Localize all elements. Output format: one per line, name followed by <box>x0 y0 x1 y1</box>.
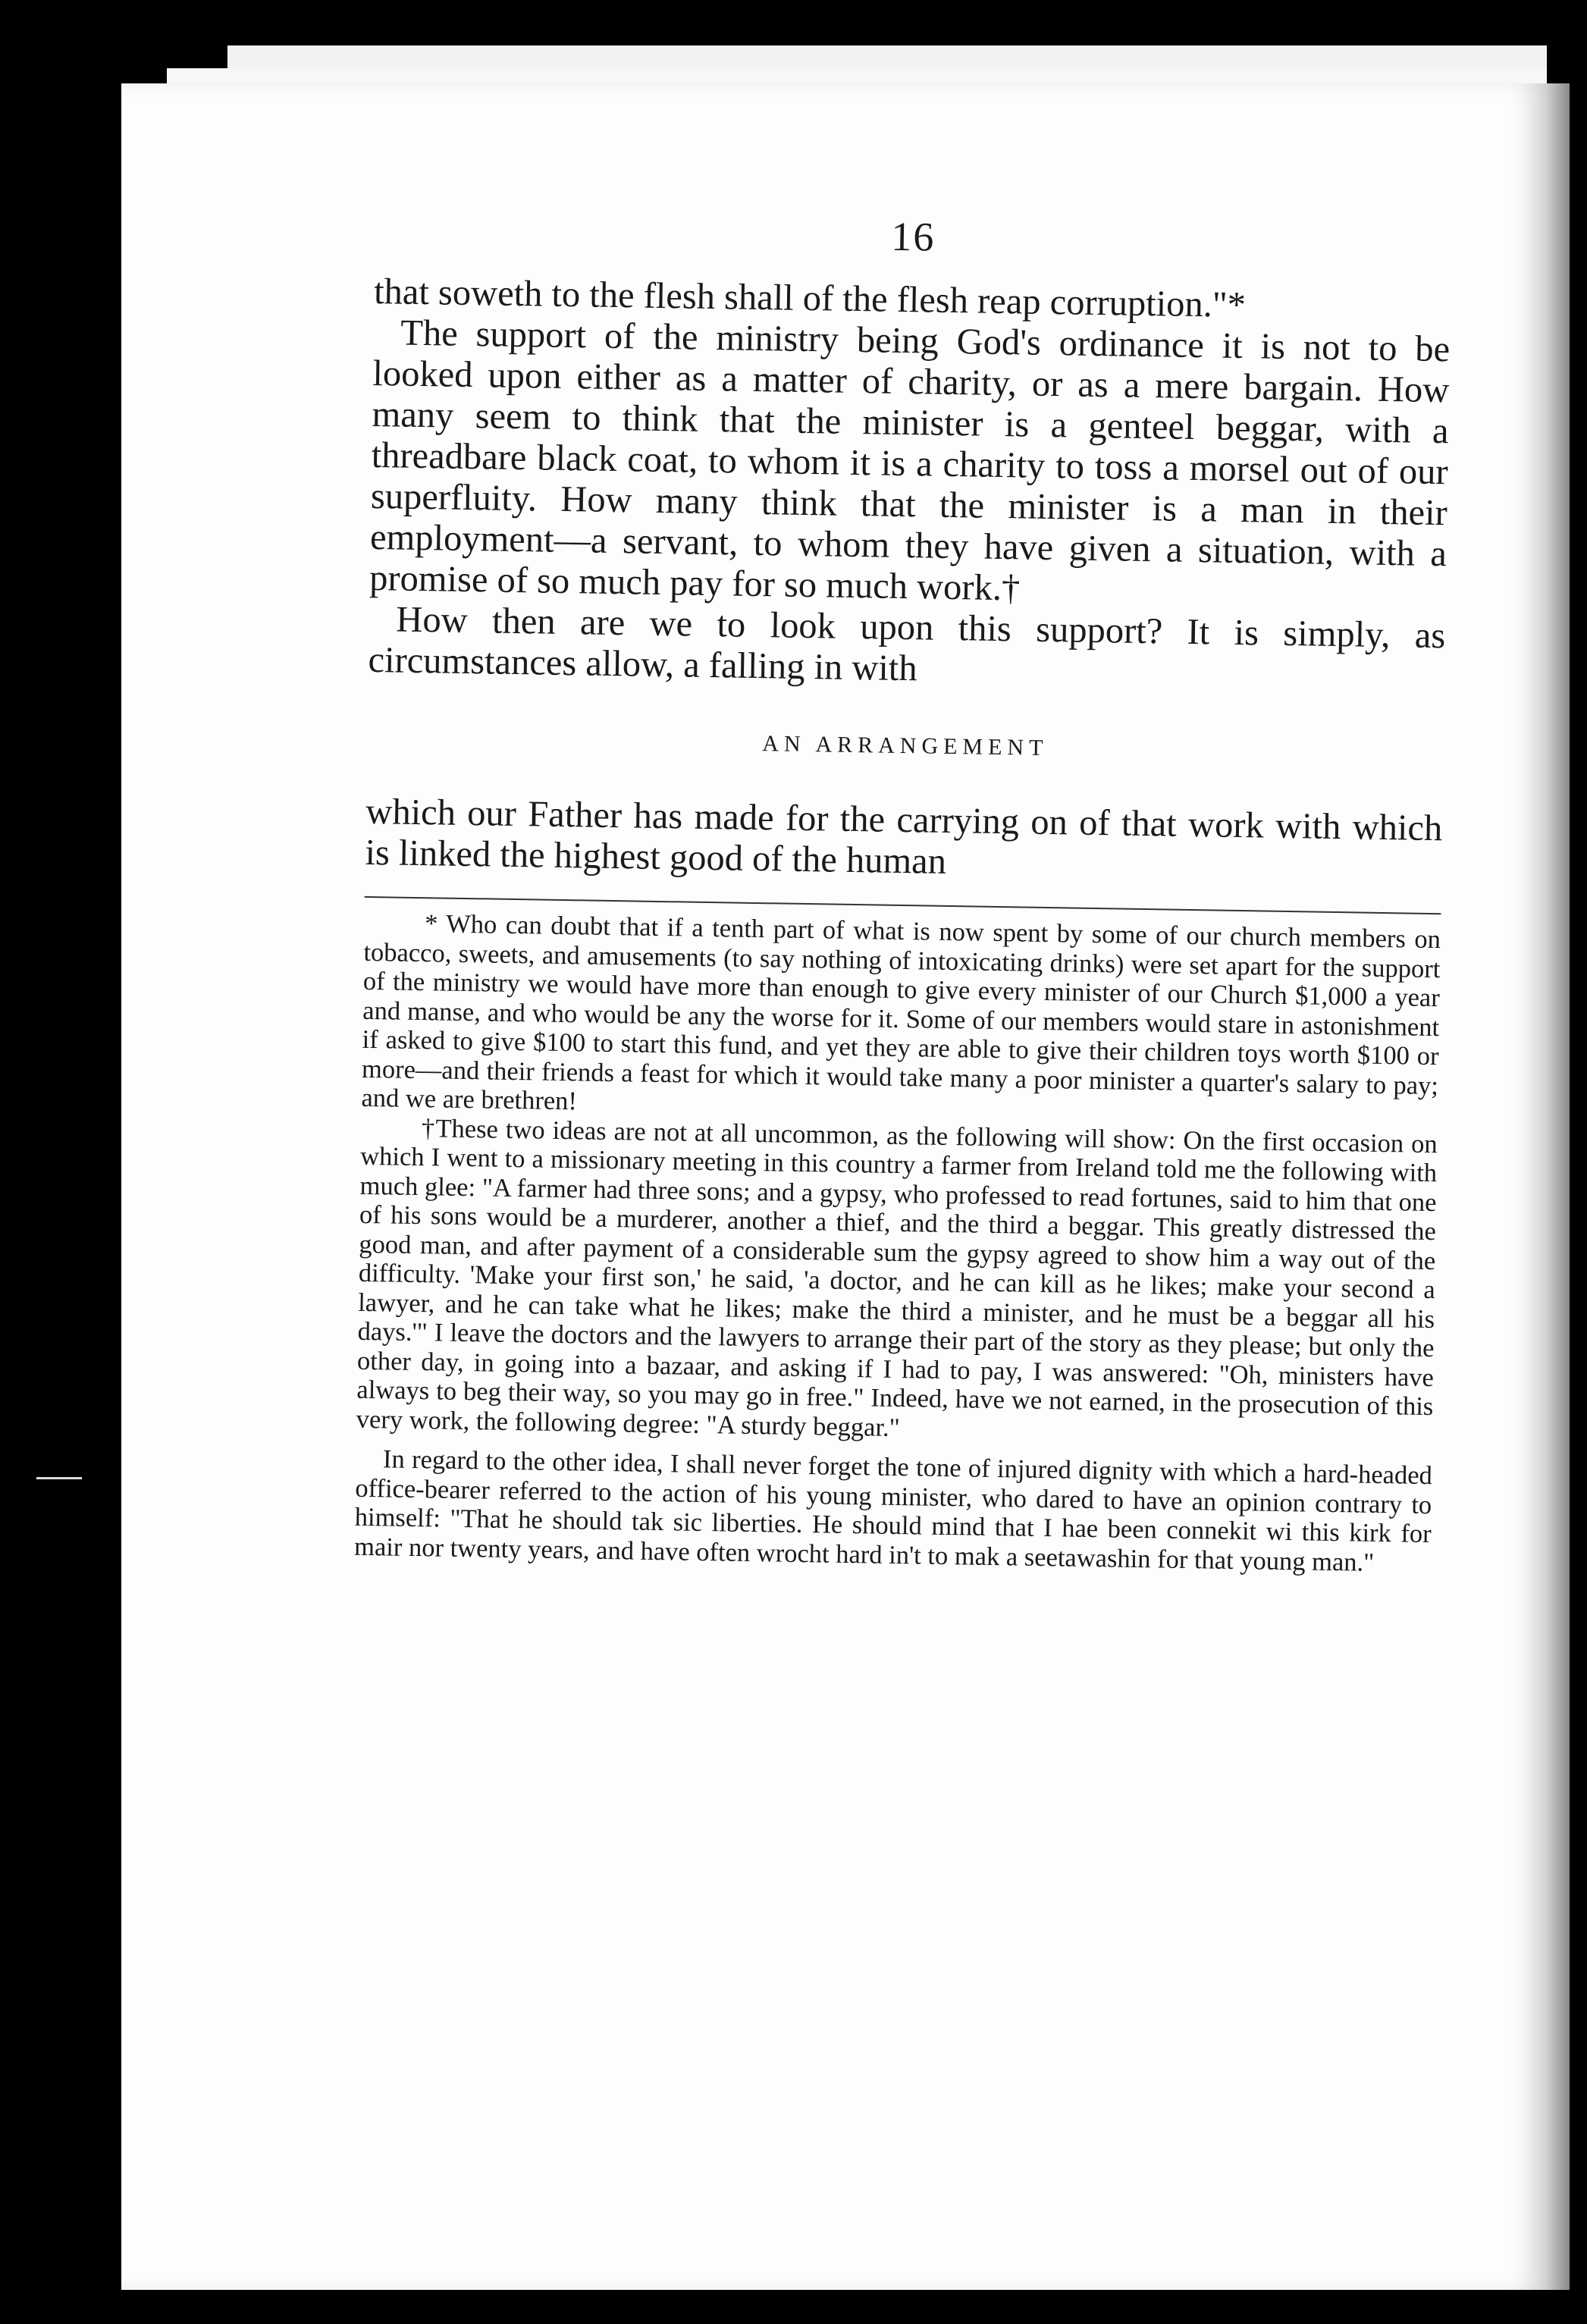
footnote-dagger: †These two ideas are not at all uncommon, as the following will show: On the first occasion on which I went to a missionary meeting in this country a farmer from Ireland told me the following with much glee: "A farmer had three sons; and a gypsy, who professed to read fortunes, said to him that one of his sons would be a murderer, another a thief, and the third a beggar. This greatly distressed the good man, and after payment of a considerable sum the gypsy agreed to show him a way out of the difficulty. 'Make your first son,' he said, 'a doctor, and he can kill as he likes; make your second a lawyer, and he can take what he likes; make the third a minister, and he must be a beggar all his days.'" I leave the doctors and the lawyers to arrange their part of the story as they please; but only the other day, in going into a bazaar, and asking if I had to pay, I was answered: "Oh, ministers have always to beg their way, so you may go in free." Indeed, have we not earned, in the prosecution of this very work, the following degree: "A sturdy beggar." <box>356 1113 1438 1442</box>
page-number: 16 <box>890 213 936 260</box>
page-content <box>354 205 1452 1578</box>
body-paragraph-3: How then are we to look upon this support? It is simply, as circumstances allow, a falling in with <box>368 599 1446 689</box>
margin-mark <box>36 1477 82 1479</box>
section-heading: AN ARRANGEMENT <box>762 731 1049 761</box>
page-edge-shadow <box>1547 83 1570 2290</box>
body-paragraph-1: that soweth to the flesh shall of the flesh reap corruption."* <box>373 271 1247 326</box>
body-paragraph-2: The support of the ministry being God's ordinance it is not to be looked upon either as a matter of charity, or as a mere bargain. How many seem to think that the minister is a genteel beggar, with a threadbare black coat, to whom it is a charity to toss a morsel out of our superfluity. How many think that the minister is a man in their employment—a servant, to whom they have given a situation, with a promise of so much pay for so much work.† <box>369 312 1451 609</box>
footnote-continuation: In regard to the other idea, I shall never forget the tone of injured dignity with which a hard-headed office-bearer referred to the action of his young minister, who dared to have an opinion contrary to himself: "That he should tak sic liberties. He should mind that I hae been connekit wi this kirk for mair nor twenty years, and have often wrocht hard in't to mak a seetawashin for that young man." <box>353 1444 1433 1577</box>
footnote-asterisk: * Who can doubt that if a tenth part of what is now spent by some of our church members on tobacco, sweets, and amusements (to say nothing of intoxicating drinks) were set apart for the support of the ministry we would have more than enough to give every minister of our Church $1,000 a year and manse, and who would be any the worse for it. Some of our members would stare in astonishment if asked to give $100 to start this fund, and yet they are able to give their children toys worth $100 or more—and their friends a feast for which it would take many a poor minister a quarter's salary to pay; and we are brethren! <box>361 909 1441 1116</box>
body-paragraph-4: which our Father has made for the carrying on of that work with which is linked the highest good of the human <box>365 791 1443 882</box>
